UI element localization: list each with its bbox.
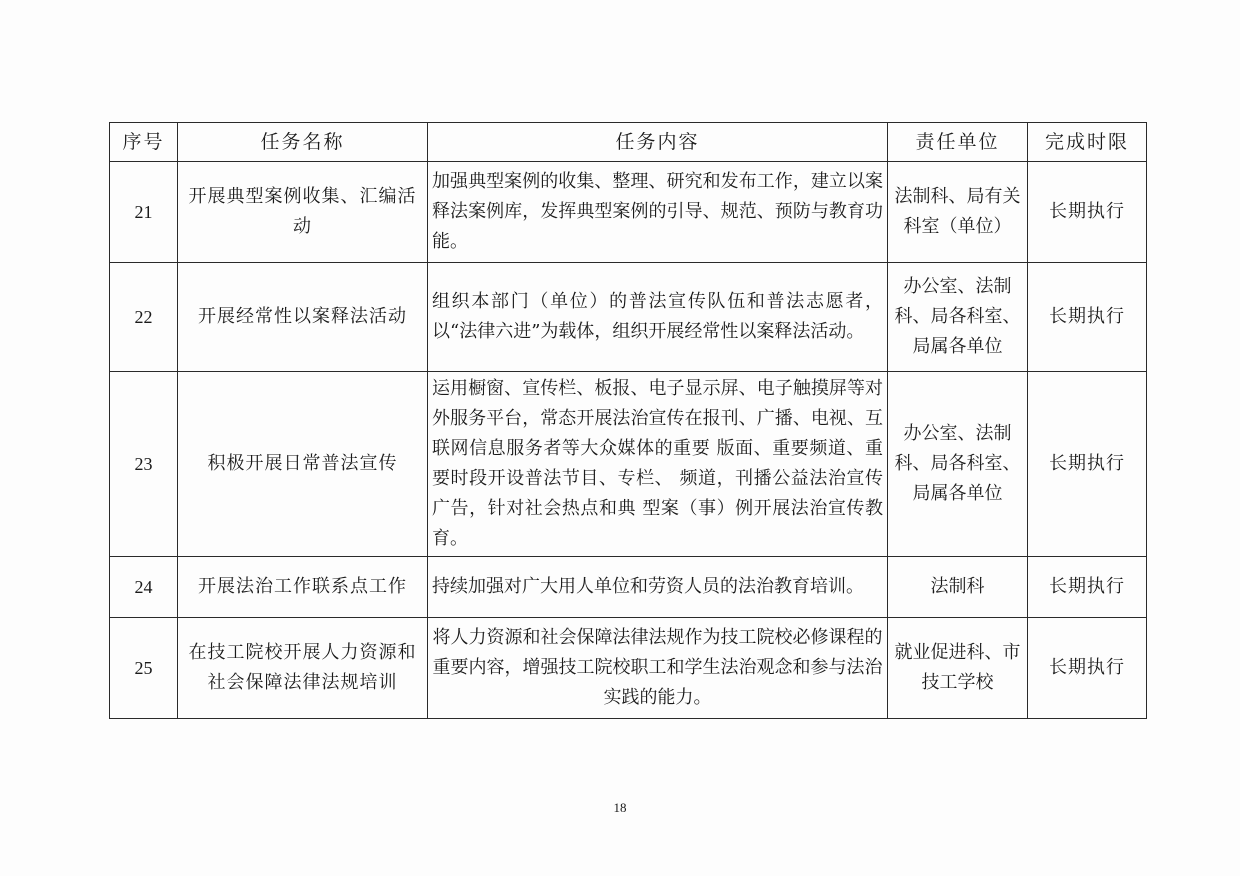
row-seq: 21 — [110, 162, 178, 263]
row-task-content: 运用橱窗、宣传栏、板报、电子显示屏、电子触摸屏等对外服务平台，常态开展法治宣传在报刊、广播、电视、互联网信息服务者等大众媒体的重要 版面、重要频道、重要时段开设普法节目、专栏、 频道，刊播公益法治宣传广告，针对社会热点和典 型案（事）例开展法治宣传教育。 — [428, 372, 888, 557]
row-responsible-unit: 办公室、法制科、局各科室、局属各单位 — [888, 372, 1028, 557]
header-task-name: 任务名称 — [178, 123, 428, 162]
table-row — [110, 618, 1147, 719]
row-task-name: 开展经常性以案释法活动 — [178, 263, 428, 372]
row-responsible-unit: 法制科 — [888, 557, 1028, 618]
row-task-name: 积极开展日常普法宣传 — [178, 372, 428, 557]
page-number: 18 — [613, 800, 627, 815]
row-task-name: 开展法治工作联系点工作 — [178, 557, 428, 618]
header-deadline: 完成时限 — [1028, 123, 1147, 162]
row-responsible-unit: 法制科、局有关科室（单位） — [888, 162, 1028, 263]
row-task-name: 开展典型案例收集、汇编活动 — [178, 162, 428, 263]
row-task-content: 组织本部门（单位）的普法宣传队伍和普法志愿者，以“法律六进”为载体，组织开展经常性以案释法活动。 — [428, 263, 888, 372]
row-seq: 23 — [110, 372, 178, 557]
row-seq: 24 — [110, 557, 178, 618]
row-deadline: 长期执行 — [1028, 557, 1147, 618]
header-seq: 序号 — [110, 123, 178, 162]
table-row — [110, 263, 1147, 372]
table-row — [110, 372, 1147, 557]
header-responsible-unit: 责任单位 — [888, 123, 1028, 162]
row-seq: 25 — [110, 618, 178, 719]
row-task-content: 将人力资源和社会保障法律法规作为技工院校必修课程的重要内容，增强技工院校职工和学生法治观念和参与法治实践的能力。 — [428, 618, 888, 719]
row-deadline: 长期执行 — [1028, 162, 1147, 263]
row-task-content: 加强典型案例的收集、整理、研究和发布工作，建立以案释法案例库，发挥典型案例的引导、规范、预防与教育功能。 — [428, 162, 888, 263]
row-deadline: 长期执行 — [1028, 263, 1147, 372]
row-deadline: 长期执行 — [1028, 618, 1147, 719]
row-task-content: 持续加强对广大用人单位和劳资人员的法治教育培训。 — [428, 557, 888, 618]
table-row — [110, 162, 1147, 263]
table-row — [110, 557, 1147, 618]
task-table — [109, 122, 1147, 719]
row-responsible-unit: 就业促进科、市技工学校 — [888, 618, 1028, 719]
row-responsible-unit: 办公室、法制科、局各科室、局属各单位 — [888, 263, 1028, 372]
header-task-content: 任务内容 — [428, 123, 888, 162]
row-deadline: 长期执行 — [1028, 372, 1147, 557]
row-task-name: 在技工院校开展人力资源和社会保障法律法规培训 — [178, 618, 428, 719]
table-header-row — [110, 123, 1147, 162]
row-seq: 22 — [110, 263, 178, 372]
